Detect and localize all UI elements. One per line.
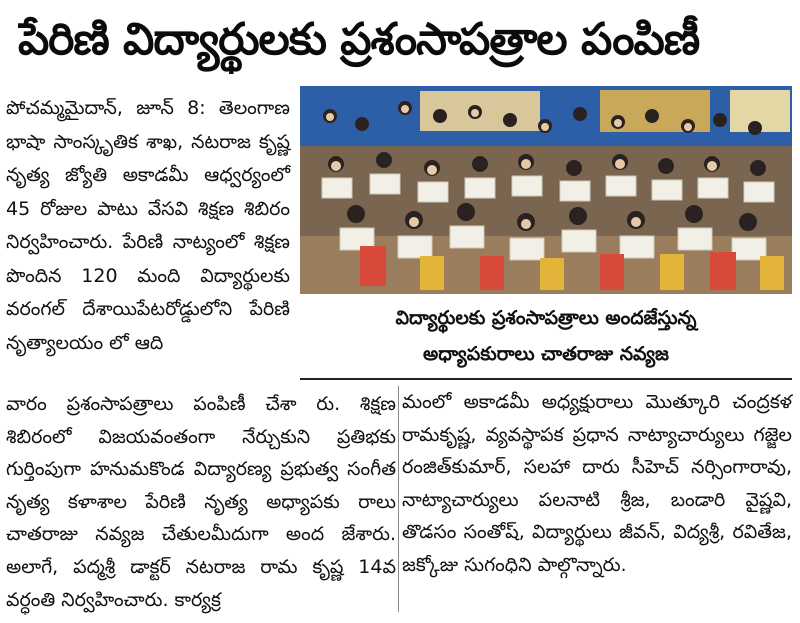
photo-caption <box>300 300 792 380</box>
body-paragraph: వారం ప్రశంసాపత్రాలు పంపిణీ చేశా రు. శిక్షణ శిబిరంలో విజయవంతంగా నేర్చుకుని ప్రతిభకు గుర్తింపుగా హనుమకొండ విద్యారణ్య ప్రభుత్వ సంగీత నృత్య కళాశాల పేరిణి నృత్య అధ్యాపకు రాలు చాతరాజు నవ్యజ చేతులమీదుగా అంద జేశారు. అలాగే, పద్మశ్రీ డాక్టర్ నటరాజ రామ కృష్ణ 14వ వర్ధంతి నిర్వహించారు. కార్యక్ర <box>6 393 396 611</box>
column-divider <box>398 386 399 612</box>
headline: పేరిణి విద్యార్థులకు ప్రశంసాపత్రాల పంపిణీ <box>18 14 700 65</box>
news-photo <box>300 86 792 294</box>
body-paragraph: పోచమ్మమైదాన్, జూన్ 8: తెలంగాణ భాషా సాంస్కృతిక శాఖ, నటరాజ కృష్ణ నృత్య జ్యోతి అకాడమీ ఆధ్వర్యంలో 45 రోజుల పాటు వేసవి శిక్షణ శిబిరం నిర్వహించారు. పేరిణి నాట్యంలో శిక్షణ పొందిన 120 మంది విద్యార్థులకు వరంగల్ దేశాయిపేటరోడ్డులోని పేరిణి నృత్యాలయం లో ఆది <box>6 97 290 354</box>
article-body-continued <box>6 388 396 616</box>
article-body-column-2 <box>402 386 792 582</box>
caption-line-1: విద్యార్థులకు ప్రశంసాపత్రాలు అందజేస్తున్న <box>395 307 697 329</box>
caption-line-2: అధ్యాపకురాలు చాతరాజు నవ్యజ <box>423 343 669 365</box>
body-paragraph: మంలో అకాడమీ అధ్యక్షురాలు మొత్కూరి చంద్రకళ రామకృష్ణ, వ్యవస్థాపక ప్రధాన నాట్యాచార్యులు గజ్జెల రంజిత్‌కుమార్, సలహా దారు సీహెచ్ నర్సింగారావు, నాట్యాచార్యులు పలనాటి శ్రీజ, బండారి వైష్ణవి, తొడసం సంతోష్, విద్యార్థులు జీవన్, విద్యశ్రీ, రవితేజ, జక్కోజు సుగంధిని పాల్గొన్నారు. <box>402 391 792 576</box>
article-body-column-1 <box>6 92 290 360</box>
